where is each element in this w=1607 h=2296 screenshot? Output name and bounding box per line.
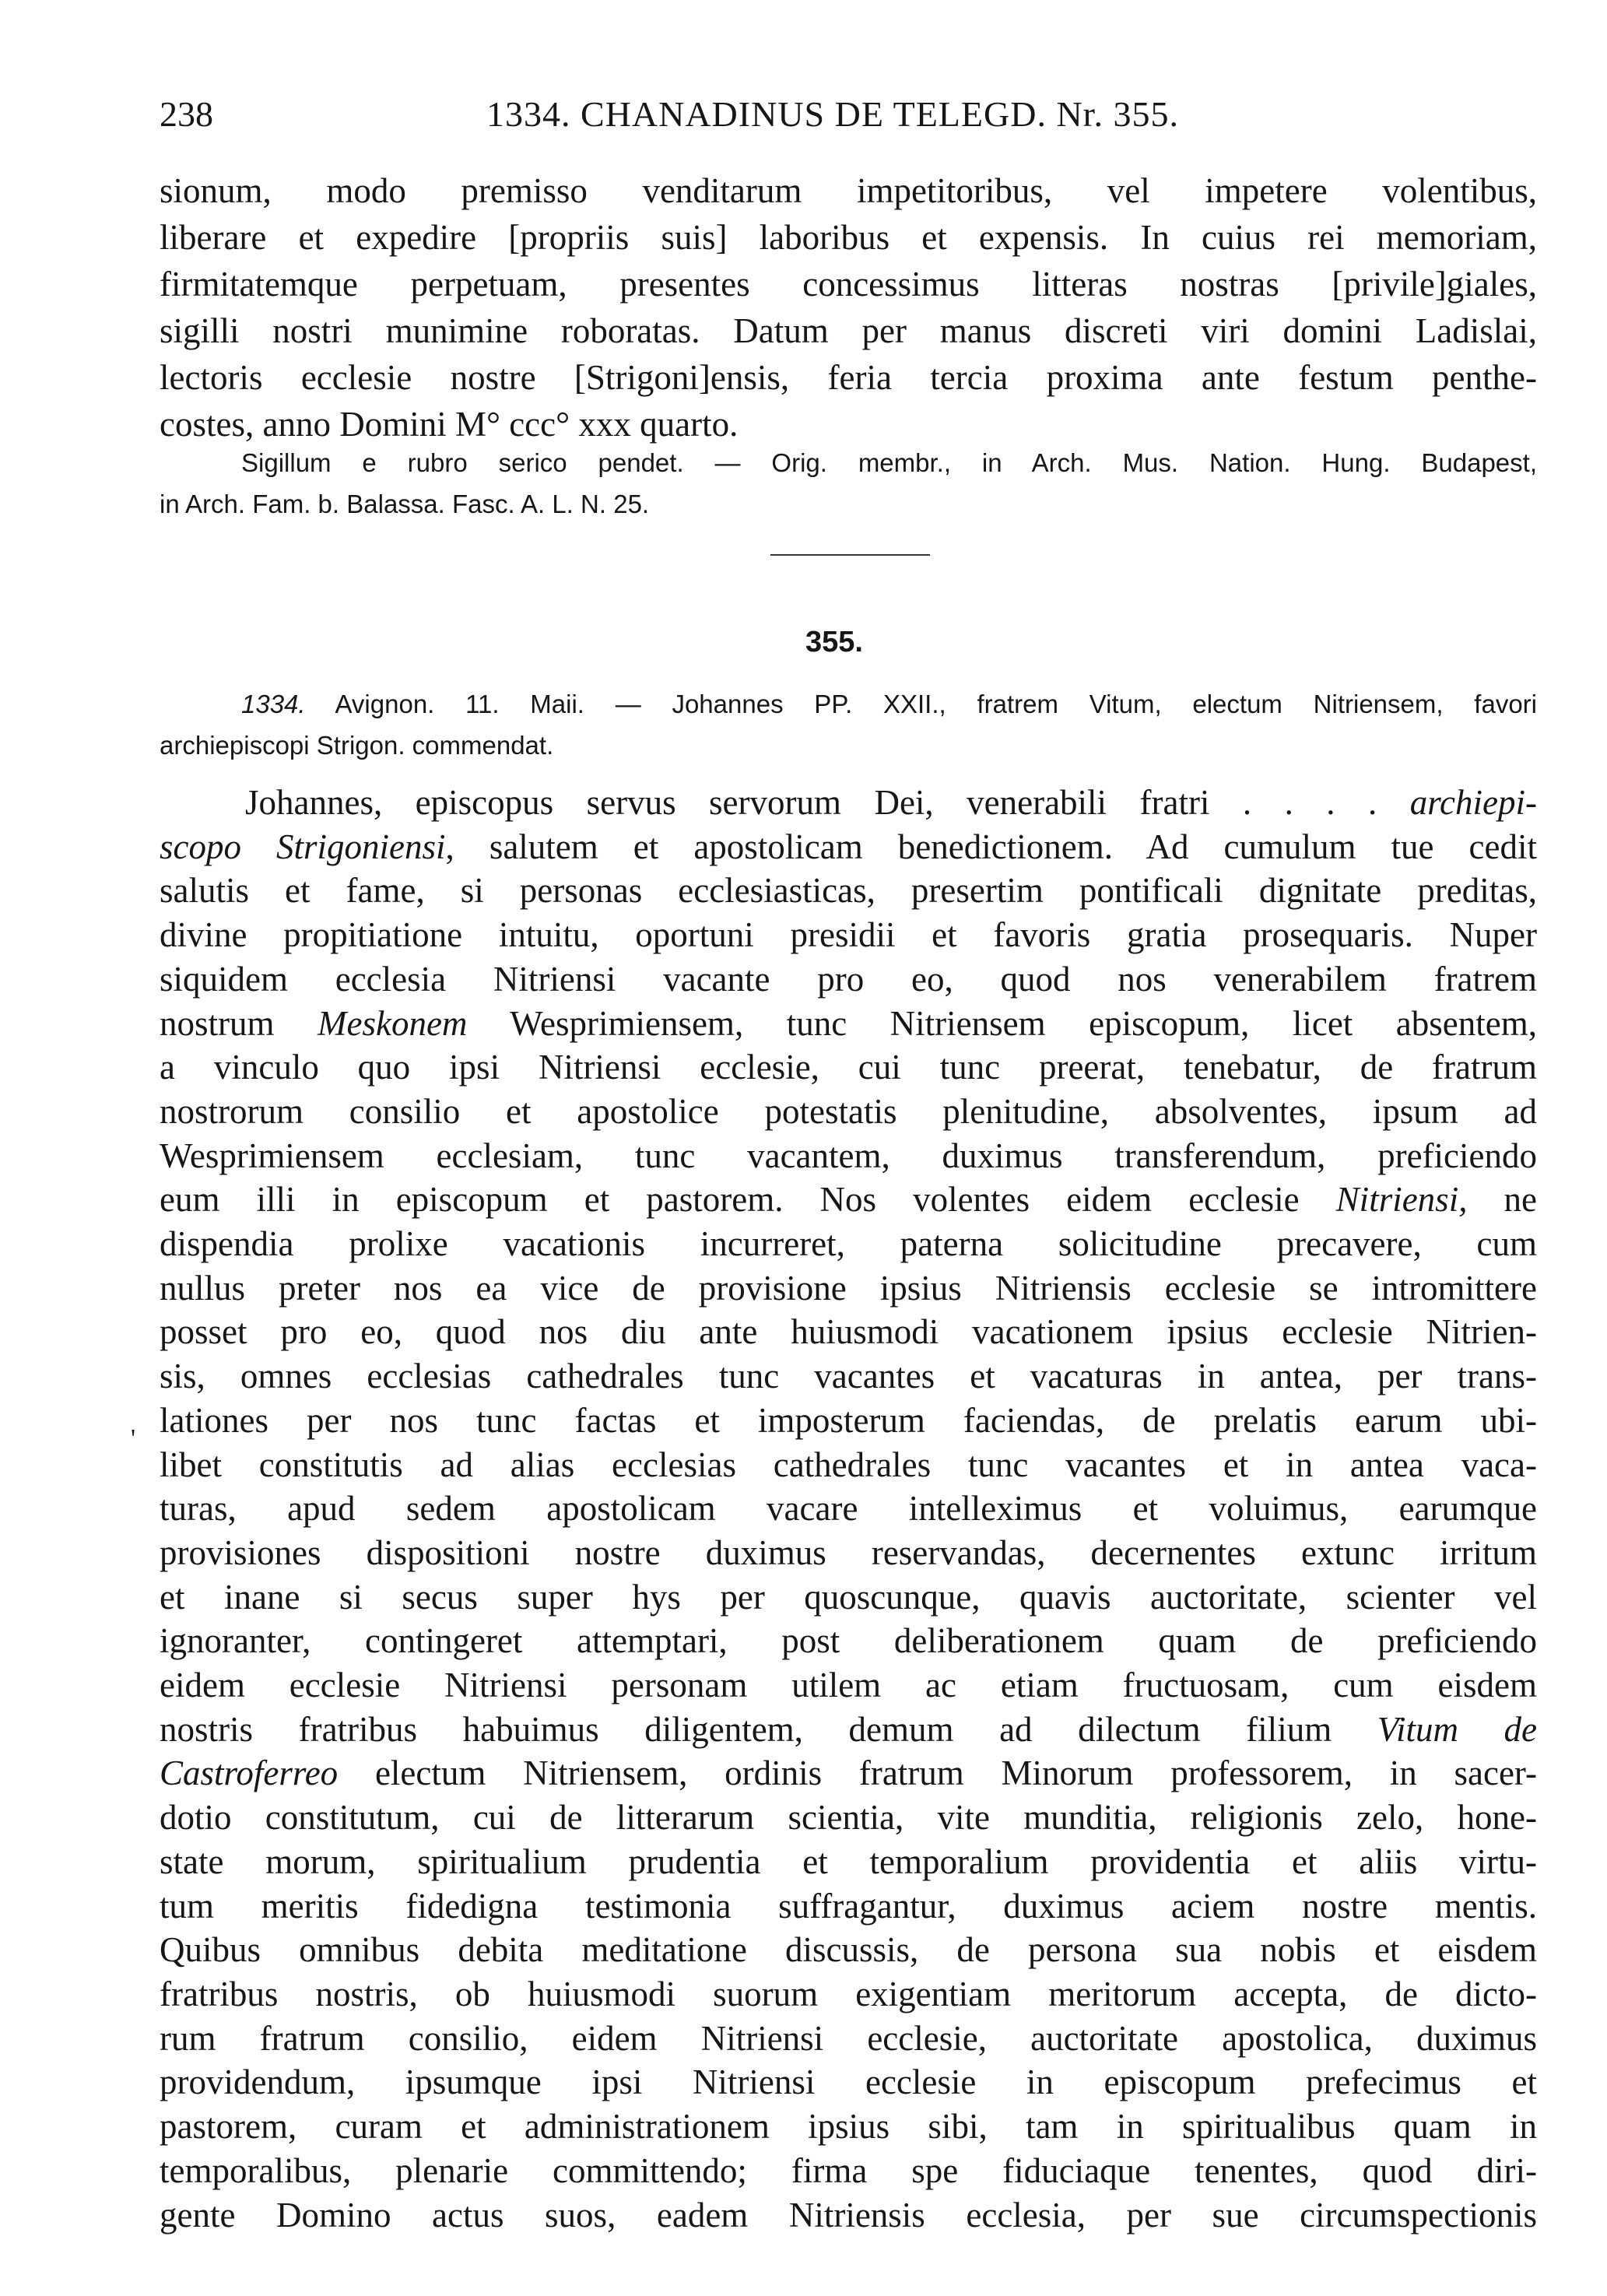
text-line bbox=[160, 1002, 1537, 1046]
text-line: libet constitutis ad alias ecclesias cathedrales tunc vacantes et in antea vaca- bbox=[160, 1445, 1537, 1484]
regest-year: 1334. bbox=[241, 690, 306, 718]
running-head: 1334. CHANADINUS DE TELEGD. Nr. 355. bbox=[486, 94, 1179, 134]
text-line: turas, apud sedem apostolicam vacare intelleximus et voluimus, earumque bbox=[160, 1489, 1537, 1529]
regest-line bbox=[160, 683, 1537, 725]
text-line: rum fratrum consilio, eidem Nitriensi ecclesie, auctoritate apostolica, duximus bbox=[160, 2018, 1537, 2058]
text-run: , salutem et apostolicam benedictionem. Ad cumulum tue cedit bbox=[445, 827, 1537, 866]
text-line: gente Domino actus suos, eadem Nitriensis ecclesia, per sue circumspectionis bbox=[160, 2195, 1537, 2235]
text-line: sis, omnes ecclesias cathedrales tunc vacantes et vacaturas in antea, per trans- bbox=[160, 1357, 1537, 1396]
text-line: dotio constitutum, cui de litterarum scientia, vite munditia, religionis zelo, hone- bbox=[160, 1798, 1537, 1838]
text-run: Wesprimiensem, tunc Nitriensem episcopum, licet absentem, bbox=[467, 1003, 1537, 1043]
text-line: providendum, ipsumque ipsi Nitriensi ecclesie in episcopum prefecimus et bbox=[160, 2063, 1537, 2102]
regest-text: Avignon. 11. Maii. — Johannes PP. XXII., fratrem Vitum, electum Nitriensem, favori bbox=[305, 690, 1537, 718]
section-divider bbox=[770, 554, 930, 556]
text-run: nostris fratribus habuimus diligentem, demum ad dilectum filium bbox=[160, 1709, 1377, 1749]
italic-run: Vitum de bbox=[1377, 1709, 1538, 1749]
text-line: Wesprimiensem ecclesiam, tunc vacantem, duximus transferendum, preficiendo bbox=[160, 1136, 1537, 1175]
text-line: sigilli nostri munimine roboratas. Datum per manus discreti viri domini Ladislai, bbox=[160, 311, 1537, 350]
text-line bbox=[160, 781, 1537, 825]
regest bbox=[160, 683, 1537, 766]
italic-run: Castroferreo bbox=[160, 1754, 339, 1793]
text-line: temporalibus, plenarie committendo; firma spe fiduciaque tenentes, quod diri- bbox=[160, 2150, 1537, 2190]
italic-run: Nitriensi, bbox=[1335, 1180, 1468, 1220]
text-run: ne bbox=[1467, 1180, 1537, 1220]
text-line: dispendia prolixe vacationis incurreret, paterna solicitudine precavere, cum bbox=[160, 1224, 1537, 1264]
text-line: nostrorum consilio et apostolice potestatis plenitudine, absolventes, ipsum ad bbox=[160, 1091, 1537, 1131]
text-line: ignoranter, contingeret attemptari, post deliberationem quam de preficiendo bbox=[160, 1621, 1537, 1661]
page-number: 238 bbox=[160, 94, 213, 134]
text-line bbox=[160, 1751, 1537, 1796]
text-line: divine propitiatione intuitu, oportuni presidii et favoris gratia prosequaris. Nuper bbox=[160, 915, 1537, 955]
regest-line: archiepiscopi Strigon. commendat. bbox=[160, 731, 554, 760]
text-line: lationes per nos tunc factas et imposterum faciendas, de prelatis earum ubi- bbox=[160, 1400, 1537, 1440]
italic-run: scopo Strigoniensi bbox=[160, 827, 446, 866]
text-line: costes, anno Domini M° ccc° xxx quarto. bbox=[160, 405, 739, 444]
margin-mark: ' bbox=[131, 1424, 136, 1453]
note-line: Sigillum e rubro serico pendet. — Orig. membr., in Arch. Mus. Nation. Hung. Budapest, bbox=[241, 448, 1537, 477]
document-body bbox=[160, 781, 1537, 2237]
italic-run: Meskonem bbox=[318, 1003, 468, 1043]
text-line: pastorem, curam et administrationem ipsius sibi, tam in spiritualibus quam in bbox=[160, 2107, 1537, 2147]
text-line: firmitatemque perpetuam, presentes concessimus litteras nostras [privile]giales, bbox=[160, 265, 1537, 304]
text-line: posset pro eo, quod nos diu ante huiusmodi vacationem ipsius ecclesie Nitrien- bbox=[160, 1312, 1537, 1352]
text-line: salutis et fame, si personas ecclesiasticas, presertim pontificali dignitate preditas, bbox=[160, 871, 1537, 911]
note-line: in Arch. Fam. b. Balassa. Fasc. A. L. N. 25. bbox=[160, 490, 650, 518]
source-note bbox=[160, 442, 1537, 525]
text-line bbox=[160, 1708, 1537, 1752]
text-run: eum illi in episcopum et pastorem. Nos volentes eidem ecclesie bbox=[160, 1180, 1336, 1220]
text-line: Quibus omnibus debita meditatione discussis, de persona sua nobis et eisdem bbox=[160, 1930, 1537, 1970]
text-line: lectoris ecclesie nostre [Strigoni]ensis, feria tercia proxima ante festum penthe- bbox=[160, 358, 1537, 397]
text-line: nullus preter nos ea vice de provisione ipsius Nitriensis ecclesie se intromittere bbox=[160, 1268, 1537, 1308]
italic-run: archiepi- bbox=[1409, 783, 1537, 822]
text-line: siquidem ecclesia Nitriensi vacante pro eo, quod nos venerabilem fratrem bbox=[160, 959, 1537, 999]
page-header bbox=[160, 87, 1537, 142]
document-number: 355. bbox=[805, 626, 863, 658]
text-run: electum Nitriensem, ordinis fratrum Minorum professorem, in sacer- bbox=[338, 1754, 1537, 1793]
text-line bbox=[160, 1178, 1537, 1222]
text-line: liberare et expedire [propriis suis] laboribus et expensis. In cuius rei memoriam, bbox=[160, 218, 1537, 257]
text-line: eidem ecclesie Nitriensi personam utilem ac etiam fructuosam, cum eisdem bbox=[160, 1666, 1537, 1705]
text-line: state morum, spiritualium prudentia et temporalium providentia et aliis virtu- bbox=[160, 1841, 1537, 1881]
previous-document-ending bbox=[160, 167, 1537, 448]
text-line: tum meritis fidedigna testimonia suffragantur, duximus aciem nostre mentis. bbox=[160, 1886, 1537, 1926]
text-line: et inane si secus super hys per quoscunque, quavis auctoritate, scienter vel bbox=[160, 1577, 1537, 1617]
text-line bbox=[160, 825, 1537, 869]
text-line: provisiones dispositioni nostre duximus reservandas, decernentes extunc irritum bbox=[160, 1532, 1537, 1572]
text-run: nostrum bbox=[160, 1003, 318, 1043]
text-line: a vinculo quo ipsi Nitriensi ecclesie, cui tunc preerat, tenebatur, de fratrum bbox=[160, 1048, 1537, 1087]
text-line: fratribus nostris, ob huiusmodi suorum exigentiam meritorum accepta, de dicto- bbox=[160, 1974, 1537, 2013]
text-line: sionum, modo premisso venditarum impetitoribus, vel impetere volentibus, bbox=[160, 171, 1537, 210]
text-run: Johannes, episcopus servus servorum Dei, venerabili fratri . . . . bbox=[245, 783, 1410, 822]
